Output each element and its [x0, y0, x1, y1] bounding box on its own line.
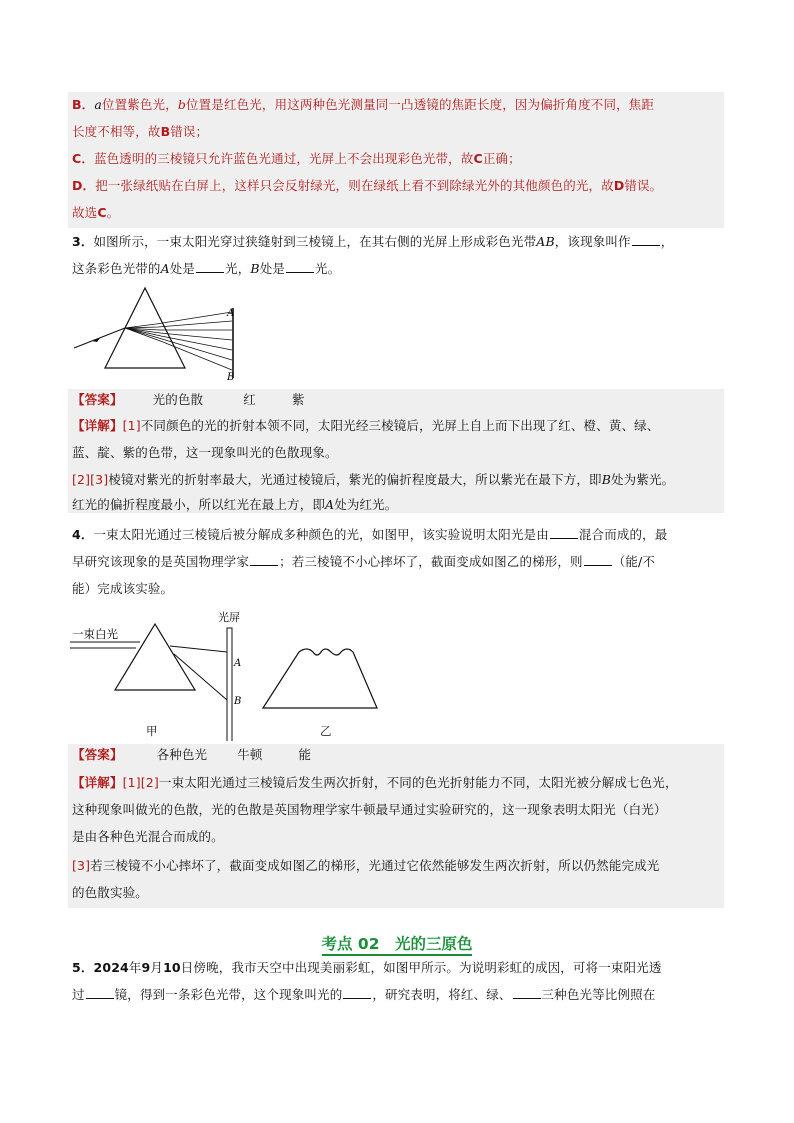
detail-text: 若三棱镜不小心摔坏了，截面变成如图乙的梯形，光通过它依然能够发生两次折射，所以仍然能完成光 — [90, 858, 660, 873]
q4-text4: ；若三棱镜不小心摔坏了，截面变成如图乙的梯形，则 — [279, 554, 583, 569]
q4-detail-2 — [72, 800, 667, 820]
q3-line1 — [72, 232, 673, 252]
q4-number: 4． — [72, 527, 94, 542]
detail-text: 红光的偏折程度最小，所以红光在最上方，即 — [72, 497, 326, 512]
answer-2: 红 — [243, 392, 256, 407]
prism-dispersion-figure — [70, 284, 245, 384]
detail-tag: 【详解】 — [72, 418, 123, 433]
answer-blank[interactable] — [632, 233, 660, 246]
label-b: B — [234, 696, 242, 707]
q5-line2 — [72, 985, 655, 1005]
answer-blank[interactable] — [250, 553, 278, 566]
label-screen: 光屏 — [218, 611, 240, 624]
option-d-text: 把一张绿纸贴在白屏上，这样只会反射绿光，则在绿纸上看不到除绿光外的其他颜色的光，故 — [95, 178, 614, 193]
q3-answer-line — [72, 390, 305, 410]
q3-text2: ，该现象叫作 — [554, 234, 631, 249]
var-a: a — [94, 97, 102, 112]
detail-text: 的色散实验。 — [72, 885, 148, 900]
label-white-light: 一束白光 — [72, 627, 118, 641]
answer-3: 能 — [298, 747, 312, 762]
label-b: B — [227, 372, 235, 383]
section-heading — [0, 932, 794, 954]
answer-blank[interactable] — [86, 986, 114, 999]
q4-detail-5 — [72, 883, 148, 903]
option-b-label: B． — [72, 97, 95, 112]
prism — [115, 624, 195, 690]
q5-day: 10 — [163, 960, 181, 975]
q4-detail-4 — [72, 856, 659, 876]
answer-1: 光的色散 — [152, 392, 204, 407]
q3-text6: 处是 — [259, 261, 286, 276]
broken-prism — [263, 649, 377, 708]
conclusion-line — [72, 203, 119, 223]
option-b-cont-text: 长度不相等，故 — [72, 124, 161, 139]
detail-text: 这种现象叫做光的色散，光的色散是英国物理学家牛顿最早通过实验研究的，这一现象表明太阳光（白光） — [72, 802, 667, 817]
q4-text5: （能/不 — [612, 554, 656, 569]
answer-2: 牛顿 — [237, 747, 263, 762]
q3-detail-2 — [72, 443, 338, 463]
detail-tag: 【详解】 — [72, 775, 123, 790]
q4-line1 — [72, 525, 667, 545]
var-b: b — [177, 97, 186, 112]
option-c-end: 正确； — [482, 151, 521, 166]
figure-jia — [70, 606, 255, 741]
var-a: A — [325, 497, 335, 512]
q4-detail-1 — [72, 773, 678, 793]
conclusion-text: 故选 — [72, 205, 98, 220]
label-jia: 甲 — [146, 724, 158, 738]
q5-text: 镜，得到一条彩色光带，这个现象叫光的 — [114, 987, 343, 1002]
q3-text7: 光。 — [315, 261, 341, 276]
option-b-line — [72, 95, 654, 115]
option-c-text: 蓝色透明的三棱镜只允许蓝色光通过，光屏上不会出现彩色光带，故 — [93, 151, 474, 166]
answer-blank[interactable] — [286, 260, 314, 273]
label-a: A — [234, 658, 242, 669]
q4-detail-3 — [72, 827, 224, 847]
option-b-cont-end: 错误； — [170, 124, 209, 139]
var-ab: AB — [536, 234, 555, 249]
q5-text: 三种色光等比例照在 — [541, 987, 656, 1002]
q3-comma: ， — [660, 234, 674, 249]
detail-text-end: 处为红光。 — [334, 497, 398, 512]
q4-answer-line — [72, 745, 311, 765]
q4-text6: 能）完成该实验。 — [72, 581, 174, 596]
detail-text-end: 处为紫光。 — [611, 472, 675, 487]
q5-month: 9 — [141, 960, 151, 975]
conclusion-option: C — [97, 205, 107, 220]
answer-tag: 【答案】 — [72, 747, 123, 762]
detail-ref: [3] — [72, 858, 91, 873]
light-screen — [227, 628, 232, 741]
q5-text: ，研究表明，将红、绿、 — [372, 987, 512, 1002]
q3-detail-1 — [72, 416, 659, 436]
q4-text1: 一束太阳光通过三棱镜后被分解成多种颜色的光，如图甲，该实验说明太阳光是由 — [93, 527, 549, 542]
answer-blank[interactable] — [550, 526, 578, 539]
detail-text: 一束太阳光通过三棱镜后发生两次折射，不同的色光折射能力不同，太阳光被分解成七色光， — [158, 775, 678, 790]
option-c-line — [72, 149, 521, 169]
q3-line2 — [72, 259, 340, 279]
prism — [105, 288, 185, 368]
label-yi: 乙 — [320, 724, 332, 738]
q3-text5: 光， — [225, 261, 251, 276]
answer-blank[interactable] — [584, 553, 612, 566]
detail-ref: [2][3] — [72, 472, 109, 487]
q3-number: 3． — [72, 234, 94, 249]
detail-text: 是由各种色光混合而成的。 — [72, 829, 224, 844]
q4-line3 — [72, 579, 173, 599]
q5-number: 5． — [72, 960, 94, 975]
section-title: 考点 02 光的三原色 — [322, 935, 473, 956]
answer-3: 紫 — [291, 392, 305, 407]
option-d-end: 错误。 — [624, 178, 663, 193]
q3-detail-3 — [72, 470, 674, 490]
conclusion-end: 。 — [106, 205, 120, 220]
option-b-text2: 位置是红色光，用这两种色光测量同一凸透镜的焦距长度，因为偏折角度不同，焦距 — [186, 97, 655, 112]
option-ref-c: C — [473, 151, 483, 166]
option-ref-b: B — [160, 124, 171, 139]
var-b: B — [250, 261, 260, 276]
dispersed-ray-top — [170, 646, 227, 652]
q5-text: 年 — [128, 960, 142, 975]
option-c-label: C． — [72, 151, 94, 166]
detail-ref: [1][2] — [122, 775, 159, 790]
option-d-line — [72, 176, 662, 196]
option-ref-d: D — [613, 178, 625, 193]
q3-text4: 处是 — [169, 261, 196, 276]
detail-text: 棱镜对紫光的折射率最大，光通过棱镜后，紫光的偏折程度最大，所以紫光在最下方，即 — [108, 472, 602, 487]
answer-blank[interactable] — [196, 260, 224, 273]
option-b-text1: 位置紫色光， — [101, 97, 178, 112]
detail-text: 不同颜色的光的折射本领不同，太阳光经三棱镜后，光屏上自上而下出现了红、橙、黄、绿、 — [140, 418, 660, 433]
q3-text1: 如图所示，一束太阳光穿过狭缝射到三棱镜上，在其右侧的光屏上形成彩色光带 — [93, 234, 537, 249]
q4-answer-panel — [68, 744, 724, 908]
answer-tag: 【答案】 — [72, 392, 123, 407]
detail-ref: [1] — [122, 418, 141, 433]
q3-text3: 这条彩色光带的 — [72, 261, 161, 276]
q4-text2: 混合而成的，最 — [578, 527, 668, 542]
detail-text: 蓝、靛、紫的色带，这一现象叫光的色散现象。 — [72, 445, 338, 460]
q4-text3: 早研究该现象的是英国物理学家 — [72, 554, 250, 569]
answer-1: 各种色光 — [156, 747, 208, 762]
figure-yi — [255, 640, 385, 710]
q5-text: 月 — [150, 960, 164, 975]
option-d-label: D． — [72, 178, 96, 193]
q5-text: 过 — [72, 987, 85, 1002]
var-b: B — [601, 472, 612, 487]
option-b-cont — [72, 122, 208, 142]
q4-line2 — [72, 552, 655, 572]
label-a: A — [227, 308, 235, 319]
q3-detail-4 — [72, 495, 397, 515]
q5-line1 — [72, 958, 661, 978]
q5-text: 日傍晚，我市天空中出现美丽彩虹，如图甲所示。为说明彩虹的成因，可将一束阳光透 — [180, 960, 662, 975]
q5-year: 2024 — [93, 960, 129, 975]
answer-blank[interactable] — [343, 986, 371, 999]
var-a: A — [160, 261, 170, 276]
answer-blank[interactable] — [513, 986, 541, 999]
